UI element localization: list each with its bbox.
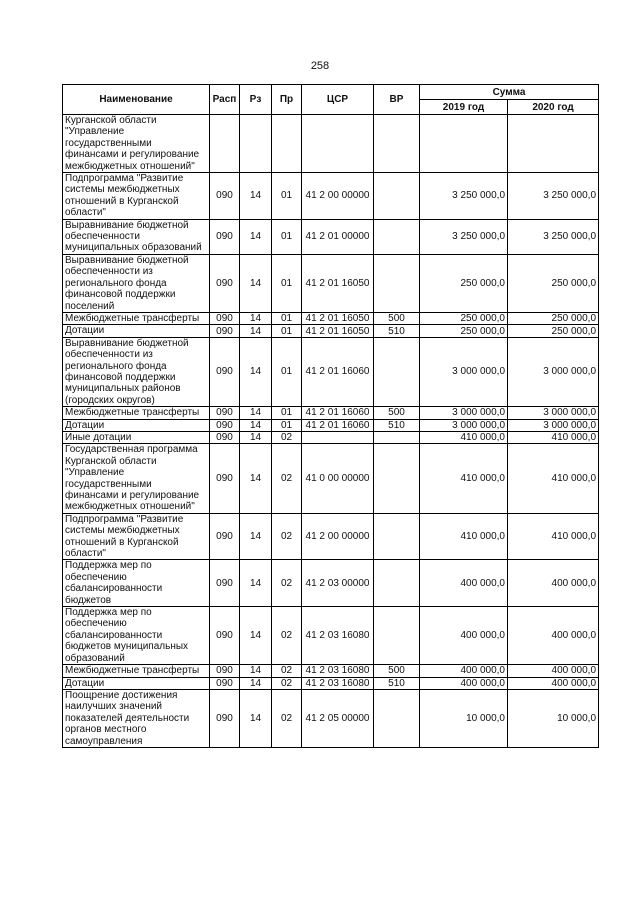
cell-pr: 02 — [272, 607, 302, 665]
cell-name: Подпрограмма "Развитие системы межбюджетных отношений в Курганской области" — [63, 173, 210, 220]
cell-2020: 400 000,0 — [508, 607, 599, 665]
cell-csr: 41 2 00 00000 — [302, 513, 374, 560]
cell-rz: 14 — [240, 513, 272, 560]
cell-pr: 01 — [272, 254, 302, 312]
cell-rz — [240, 115, 272, 173]
cell-rz: 14 — [240, 219, 272, 254]
cell-pr: 01 — [272, 312, 302, 324]
cell-2020 — [508, 115, 599, 173]
cell-rasp: 090 — [210, 219, 240, 254]
cell-rz: 14 — [240, 560, 272, 607]
cell-name: Дотации — [63, 325, 210, 337]
table-row — [63, 419, 599, 431]
cell-pr — [272, 115, 302, 173]
cell-2020: 10 000,0 — [508, 689, 599, 747]
header-row — [63, 85, 599, 100]
cell-2019: 410 000,0 — [420, 444, 508, 513]
cell-vr — [374, 513, 420, 560]
cell-vr — [374, 560, 420, 607]
table-row — [63, 560, 599, 607]
cell-vr — [374, 431, 420, 443]
cell-rasp: 090 — [210, 444, 240, 513]
cell-rz: 14 — [240, 407, 272, 419]
cell-name: Поощрение достижения наилучших значений показателей деятельности органов местного самоуправления — [63, 689, 210, 747]
table-body — [63, 115, 599, 748]
page-number: 258 — [310, 60, 330, 72]
cell-vr — [374, 115, 420, 173]
cell-2019: 3 250 000,0 — [420, 173, 508, 220]
table-row — [63, 219, 599, 254]
cell-rasp: 090 — [210, 407, 240, 419]
cell-name: Подпрограмма "Развитие системы межбюджетных отношений в Курганской области" — [63, 513, 210, 560]
cell-2020: 3 000 000,0 — [508, 419, 599, 431]
table-row — [63, 689, 599, 747]
cell-2020: 400 000,0 — [508, 665, 599, 677]
table-row — [63, 607, 599, 665]
cell-vr: 500 — [374, 312, 420, 324]
cell-2019: 3 000 000,0 — [420, 419, 508, 431]
cell-pr: 01 — [272, 337, 302, 406]
cell-rasp: 090 — [210, 312, 240, 324]
cell-rz: 14 — [240, 325, 272, 337]
header-rz: Рз — [240, 85, 272, 115]
cell-csr: 41 2 01 16050 — [302, 312, 374, 324]
cell-vr: 510 — [374, 677, 420, 689]
header-2019: 2019 год — [420, 100, 508, 115]
table-row — [63, 665, 599, 677]
cell-pr: 01 — [272, 173, 302, 220]
cell-rasp: 090 — [210, 254, 240, 312]
cell-name: Поддержка мер по обеспечению сбалансированности бюджетов муниципальных образований — [63, 607, 210, 665]
cell-pr: 01 — [272, 419, 302, 431]
cell-2020: 3 250 000,0 — [508, 219, 599, 254]
cell-rz: 14 — [240, 419, 272, 431]
cell-2019: 410 000,0 — [420, 513, 508, 560]
cell-2019: 3 250 000,0 — [420, 219, 508, 254]
cell-pr: 02 — [272, 513, 302, 560]
cell-csr: 41 2 01 16050 — [302, 254, 374, 312]
cell-rasp: 090 — [210, 665, 240, 677]
cell-rasp — [210, 115, 240, 173]
budget-table — [62, 84, 599, 748]
cell-csr: 41 2 01 00000 — [302, 219, 374, 254]
cell-pr: 01 — [272, 407, 302, 419]
cell-rz: 14 — [240, 254, 272, 312]
cell-2019: 10 000,0 — [420, 689, 508, 747]
cell-vr — [374, 219, 420, 254]
cell-2020: 250 000,0 — [508, 254, 599, 312]
cell-2020: 250 000,0 — [508, 312, 599, 324]
cell-rz: 14 — [240, 677, 272, 689]
header-vr: ВР — [374, 85, 420, 115]
cell-name: Дотации — [63, 419, 210, 431]
header-name: Наименование — [63, 85, 210, 115]
cell-csr: 41 2 05 00000 — [302, 689, 374, 747]
table-row — [63, 173, 599, 220]
cell-rz: 14 — [240, 689, 272, 747]
cell-2019: 250 000,0 — [420, 325, 508, 337]
cell-2020: 410 000,0 — [508, 431, 599, 443]
table-row — [63, 677, 599, 689]
cell-rz: 14 — [240, 173, 272, 220]
table-row — [63, 254, 599, 312]
cell-2019: 250 000,0 — [420, 254, 508, 312]
cell-pr: 02 — [272, 431, 302, 443]
cell-vr — [374, 689, 420, 747]
header-2020: 2020 год — [508, 100, 599, 115]
header-rasp: Расп — [210, 85, 240, 115]
cell-csr — [302, 431, 374, 443]
cell-2020: 250 000,0 — [508, 325, 599, 337]
cell-pr: 01 — [272, 325, 302, 337]
cell-name: Межбюджетные трансферты — [63, 312, 210, 324]
table-row — [63, 513, 599, 560]
cell-name: Курганской области "Управление государственными финансами и регулирование межбюджетных отношений" — [63, 115, 210, 173]
cell-csr: 41 2 03 16080 — [302, 665, 374, 677]
cell-2019 — [420, 115, 508, 173]
cell-rz: 14 — [240, 607, 272, 665]
header-sum: Сумма — [420, 85, 599, 100]
cell-name: Межбюджетные трансферты — [63, 407, 210, 419]
cell-vr — [374, 337, 420, 406]
cell-pr: 02 — [272, 444, 302, 513]
cell-rasp: 090 — [210, 513, 240, 560]
cell-name: Межбюджетные трансферты — [63, 665, 210, 677]
table-row — [63, 337, 599, 406]
cell-csr: 41 2 01 16050 — [302, 325, 374, 337]
cell-rasp: 090 — [210, 173, 240, 220]
cell-vr — [374, 254, 420, 312]
cell-2019: 3 000 000,0 — [420, 407, 508, 419]
cell-rasp: 090 — [210, 607, 240, 665]
cell-pr: 02 — [272, 665, 302, 677]
cell-rasp: 090 — [210, 431, 240, 443]
cell-rasp: 090 — [210, 677, 240, 689]
cell-pr: 02 — [272, 560, 302, 607]
cell-2019: 400 000,0 — [420, 677, 508, 689]
cell-rz: 14 — [240, 312, 272, 324]
cell-rasp: 090 — [210, 689, 240, 747]
cell-2020: 3 000 000,0 — [508, 407, 599, 419]
cell-rz: 14 — [240, 431, 272, 443]
table-row — [63, 312, 599, 324]
cell-vr: 500 — [374, 665, 420, 677]
cell-csr: 41 2 00 00000 — [302, 173, 374, 220]
table-row — [63, 407, 599, 419]
cell-2020: 410 000,0 — [508, 513, 599, 560]
cell-csr — [302, 115, 374, 173]
cell-rasp: 090 — [210, 337, 240, 406]
cell-2020: 3 250 000,0 — [508, 173, 599, 220]
cell-csr: 41 0 00 00000 — [302, 444, 374, 513]
cell-2020: 3 000 000,0 — [508, 337, 599, 406]
cell-vr: 510 — [374, 419, 420, 431]
header-pr: Пр — [272, 85, 302, 115]
cell-2019: 400 000,0 — [420, 665, 508, 677]
table-row — [63, 115, 599, 173]
cell-csr: 41 2 03 16080 — [302, 677, 374, 689]
cell-vr: 510 — [374, 325, 420, 337]
cell-name: Дотации — [63, 677, 210, 689]
cell-csr: 41 2 01 16060 — [302, 337, 374, 406]
cell-rasp: 090 — [210, 560, 240, 607]
cell-name: Иные дотации — [63, 431, 210, 443]
cell-2020: 400 000,0 — [508, 560, 599, 607]
cell-vr — [374, 444, 420, 513]
cell-csr: 41 2 01 16060 — [302, 407, 374, 419]
cell-rz: 14 — [240, 337, 272, 406]
table-row — [63, 325, 599, 337]
cell-2019: 3 000 000,0 — [420, 337, 508, 406]
cell-rz: 14 — [240, 444, 272, 513]
cell-csr: 41 2 01 16060 — [302, 419, 374, 431]
cell-2020: 400 000,0 — [508, 677, 599, 689]
cell-csr: 41 2 03 16080 — [302, 607, 374, 665]
cell-rz: 14 — [240, 665, 272, 677]
cell-rasp: 090 — [210, 325, 240, 337]
cell-name: Выравнивание бюджетной обеспеченности из регионального фонда финансовой поддержки поселений — [63, 254, 210, 312]
table-row — [63, 431, 599, 443]
cell-csr: 41 2 03 00000 — [302, 560, 374, 607]
cell-2020: 410 000,0 — [508, 444, 599, 513]
table-row — [63, 444, 599, 513]
header-csr: ЦСР — [302, 85, 374, 115]
cell-pr: 02 — [272, 689, 302, 747]
cell-pr: 01 — [272, 219, 302, 254]
cell-2019: 400 000,0 — [420, 607, 508, 665]
cell-vr — [374, 173, 420, 220]
cell-rasp: 090 — [210, 419, 240, 431]
cell-2019: 250 000,0 — [420, 312, 508, 324]
cell-vr: 500 — [374, 407, 420, 419]
cell-pr: 02 — [272, 677, 302, 689]
cell-name: Государственная программа Курганской области "Управление государственными финансами и регулирование межбюджетных отношений" — [63, 444, 210, 513]
cell-name: Выравнивание бюджетной обеспеченности из регионального фонда финансовой поддержки муниципальных районов (городских округов) — [63, 337, 210, 406]
cell-name: Выравнивание бюджетной обеспеченности муниципальных образований — [63, 219, 210, 254]
cell-2019: 410 000,0 — [420, 431, 508, 443]
cell-2019: 400 000,0 — [420, 560, 508, 607]
cell-vr — [374, 607, 420, 665]
cell-name: Поддержка мер по обеспечению сбалансированности бюджетов — [63, 560, 210, 607]
